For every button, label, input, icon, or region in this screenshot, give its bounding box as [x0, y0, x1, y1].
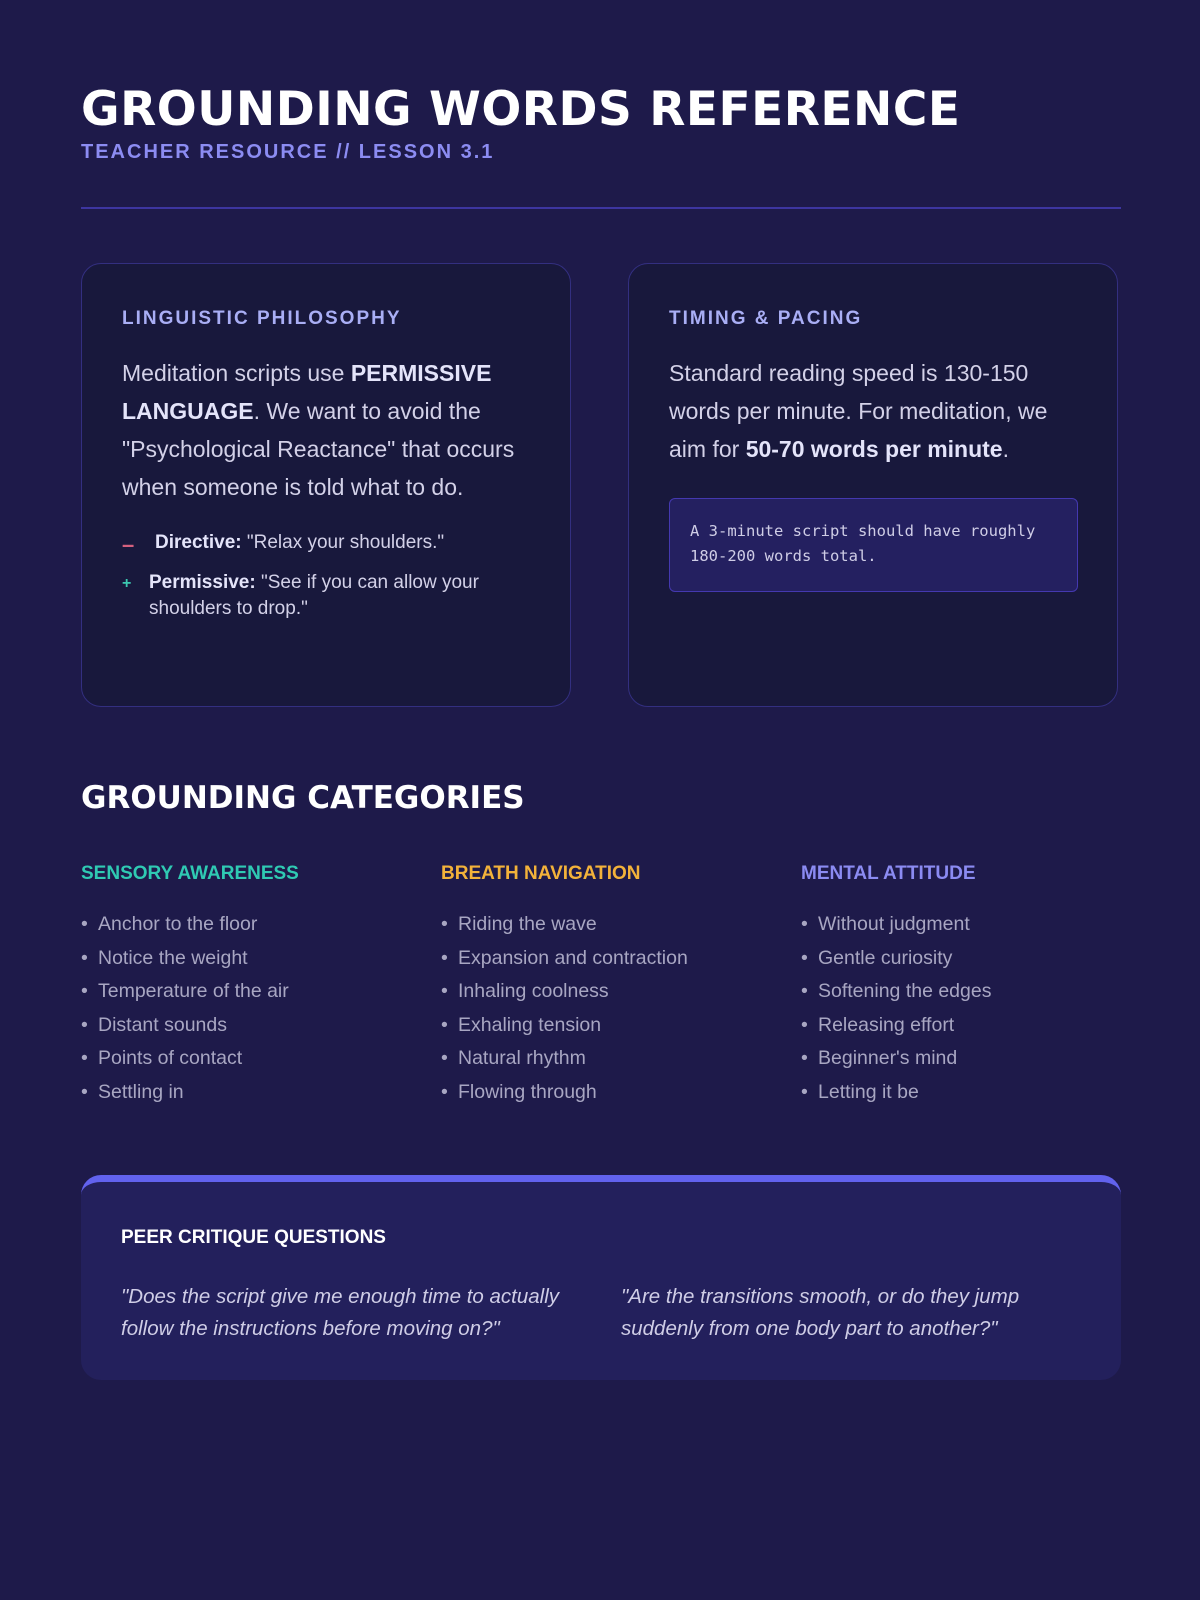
- item-text: Natural rhythm: [458, 1047, 586, 1069]
- item-text: Softening the edges: [818, 980, 992, 1002]
- philosophy-body-emphasis: PERMISSIVE LANGUAGE: [122, 360, 492, 424]
- category-breath-navigation: [441, 860, 781, 1109]
- bullet-icon: •: [801, 1047, 808, 1069]
- list-item: [81, 975, 421, 1009]
- card-title: TIMING & PACING: [669, 308, 863, 329]
- category-sensory-awareness: [81, 860, 421, 1109]
- card-title: LINGUISTIC PHILOSOPHY: [122, 308, 402, 329]
- bullet-icon: •: [81, 1047, 88, 1069]
- category-list: [801, 908, 1141, 1109]
- item-text: Inhaling coolness: [458, 980, 609, 1002]
- item-text: Distant sounds: [98, 1013, 227, 1036]
- philosophy-body-suffix: . We want to avoid the "Psychological Reactance" that occurs when someone is told what to do.: [122, 398, 515, 500]
- page-title: GROUNDING WORDS REFERENCE: [81, 82, 961, 137]
- bullet-icon: •: [81, 946, 88, 969]
- permissive-label: Permissive:: [149, 572, 256, 593]
- timing-body-prefix: Standard reading speed is 130-150 words per minute. For meditation, we aim for: [669, 360, 1048, 462]
- list-item: [441, 908, 781, 942]
- item-text: Riding the wave: [458, 913, 597, 935]
- category-list: [441, 908, 781, 1109]
- bullet-icon: •: [81, 913, 88, 935]
- item-text: Without judgment: [818, 913, 970, 935]
- category-title: MENTAL ATTITUDE: [801, 863, 976, 884]
- bullet-icon: •: [441, 1080, 448, 1103]
- item-text: Settling in: [98, 1080, 184, 1103]
- item-text: Notice the weight: [98, 946, 248, 969]
- list-item: [81, 1009, 421, 1043]
- section-title: GROUNDING CATEGORIES: [81, 780, 525, 816]
- peer-critique-panel: [81, 1175, 1121, 1380]
- permissive-text: "See if you can allow your shoulders to drop.": [149, 572, 479, 619]
- list-item: [441, 1009, 781, 1043]
- item-text: Gentle curiosity: [818, 946, 953, 969]
- list-item: [441, 975, 781, 1009]
- item-text: Expansion and contraction: [458, 946, 688, 969]
- list-item: [441, 1042, 781, 1076]
- directive-label: Directive:: [155, 532, 242, 553]
- list-item: [801, 975, 1141, 1009]
- critique-question: "Are the transitions smooth, or do they jump suddenly from one body part to another?": [621, 1285, 1020, 1340]
- bullet-icon: •: [81, 1013, 88, 1036]
- item-text: Anchor to the floor: [98, 913, 258, 935]
- category-title: BREATH NAVIGATION: [441, 863, 641, 884]
- list-item: [801, 1076, 1141, 1110]
- category-list: [81, 908, 421, 1109]
- timing-pacing-card: [628, 263, 1118, 707]
- item-text: Letting it be: [818, 1080, 919, 1103]
- philosophy-body-prefix: Meditation scripts use: [122, 360, 351, 386]
- page-subtitle: TEACHER RESOURCE // LESSON 3.1: [81, 141, 495, 163]
- minus-icon: –: [122, 532, 135, 557]
- list-item: [81, 908, 421, 942]
- list-item: [441, 1076, 781, 1110]
- bullet-icon: •: [801, 980, 808, 1002]
- list-item: [81, 1076, 421, 1110]
- list-item: [441, 942, 781, 976]
- item-text: Exhaling tension: [458, 1013, 602, 1036]
- list-item: [801, 1042, 1141, 1076]
- script-length-note: A 3-minute script should have roughly 180-200 words total.: [669, 498, 1078, 592]
- bullet-icon: •: [81, 1080, 88, 1103]
- bullet-icon: •: [81, 980, 88, 1002]
- language-examples: [122, 530, 530, 622]
- permissive-example: [122, 570, 530, 622]
- bullet-icon: •: [801, 1013, 808, 1036]
- bullet-icon: •: [441, 946, 448, 969]
- list-item: [801, 908, 1141, 942]
- bullet-icon: •: [801, 946, 808, 969]
- philosophy-body: [122, 354, 530, 506]
- bullet-icon: •: [441, 913, 448, 935]
- directive-example: [122, 530, 530, 556]
- list-item: [801, 942, 1141, 976]
- bullet-icon: •: [441, 1013, 448, 1036]
- bullet-icon: •: [441, 980, 448, 1002]
- timing-body-suffix: .: [1002, 436, 1009, 462]
- bullet-icon: •: [801, 913, 808, 935]
- plus-icon: +: [122, 575, 132, 592]
- item-text: Beginner's mind: [818, 1047, 958, 1069]
- timing-body-emphasis: 50-70 words per minute: [745, 436, 1003, 462]
- item-text: Releasing effort: [818, 1013, 955, 1036]
- critique-questions: [121, 1281, 1081, 1345]
- bullet-icon: •: [441, 1047, 448, 1069]
- item-text: Flowing through: [458, 1080, 597, 1103]
- category-title: SENSORY AWARENESS: [81, 863, 299, 884]
- item-text: Points of contact: [98, 1047, 243, 1069]
- item-text: Temperature of the air: [98, 980, 289, 1002]
- critique-question: "Does the script give me enough time to actually follow the instructions before moving on?": [121, 1285, 559, 1340]
- category-mental-attitude: [801, 860, 1141, 1109]
- list-item: [801, 1009, 1141, 1043]
- timing-body: [669, 354, 1077, 468]
- bullet-icon: •: [801, 1080, 808, 1103]
- header-divider: [81, 207, 1121, 209]
- list-item: [81, 942, 421, 976]
- linguistic-philosophy-card: [81, 263, 571, 707]
- list-item: [81, 1042, 421, 1076]
- critique-title: PEER CRITIQUE QUESTIONS: [121, 1227, 386, 1248]
- directive-text: "Relax your shoulders.": [241, 532, 445, 553]
